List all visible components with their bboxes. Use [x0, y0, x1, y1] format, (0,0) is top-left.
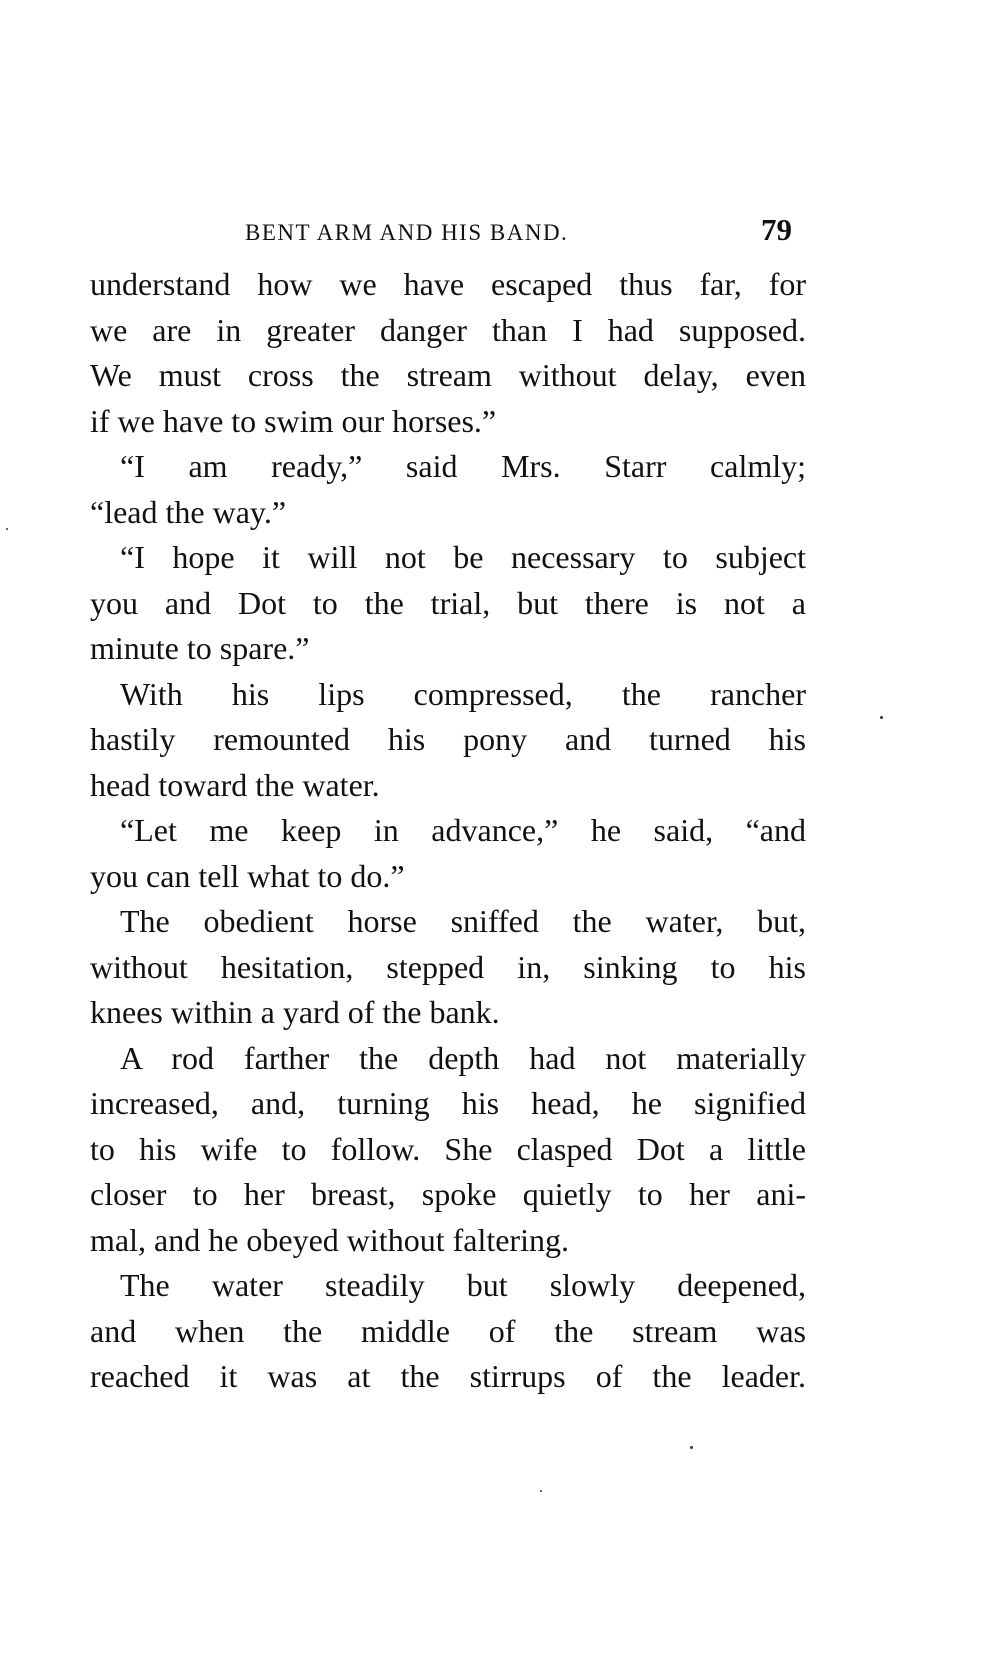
text-line: “I hope it will not be necessary to subject [120, 539, 806, 575]
text-line: we are in greater danger than I had supposed. [90, 311, 806, 348]
paper-speck [540, 1490, 542, 1492]
text-line: The water steadily but slowly deepened, [120, 1267, 806, 1303]
text-line: “Let me keep in advance,” he said, “and [120, 812, 806, 848]
text-line: understand how we have escaped thus far, for [90, 266, 806, 302]
paper-speck [6, 528, 8, 530]
text-line: you and Dot to the trial, but there is not a [90, 584, 806, 621]
text-line: A rod farther the depth had not materially [120, 1039, 806, 1076]
paper-speck [880, 716, 883, 719]
text-line: The obedient horse sniffed the water, but, [120, 903, 806, 939]
paper-speck [690, 1446, 693, 1449]
text-line: mal, and he obeyed without faltering. [90, 1221, 569, 1258]
page-number: 79 [761, 212, 792, 247]
text-line: “I am ready,” said Mrs. Starr calmly; [120, 448, 806, 484]
text-line: without hesitation, stepped in, sinking to his [90, 948, 806, 985]
text-line: knees within a yard of the bank. [90, 994, 500, 1030]
text-line: With his lips compressed, the rancher [120, 675, 806, 712]
text-line: increased, and, turning his head, he signified [90, 1085, 806, 1121]
text-line: to his wife to follow. She clasped Dot a little [90, 1130, 806, 1167]
text-line: if we have to swim our horses.” [90, 402, 497, 439]
text-line: hastily remounted his pony and turned his [90, 721, 806, 757]
text-line: minute to spare.” [90, 630, 310, 666]
text-line: head toward the water. [90, 766, 380, 803]
text-line: closer to her breast, spoke quietly to her ani- [90, 1176, 806, 1212]
text-line: you can tell what to do.” [90, 857, 405, 894]
body-text [90, 262, 806, 1400]
running-head [90, 212, 810, 252]
text-line: and when the middle of the stream was [90, 1312, 806, 1349]
running-title: BENT ARM AND HIS BAND. [245, 220, 569, 245]
text-line: “lead the way.” [90, 493, 287, 530]
text-line: We must cross the stream without delay, even [90, 357, 806, 393]
text-line: reached it was at the stirrups of the leader. [90, 1358, 806, 1394]
